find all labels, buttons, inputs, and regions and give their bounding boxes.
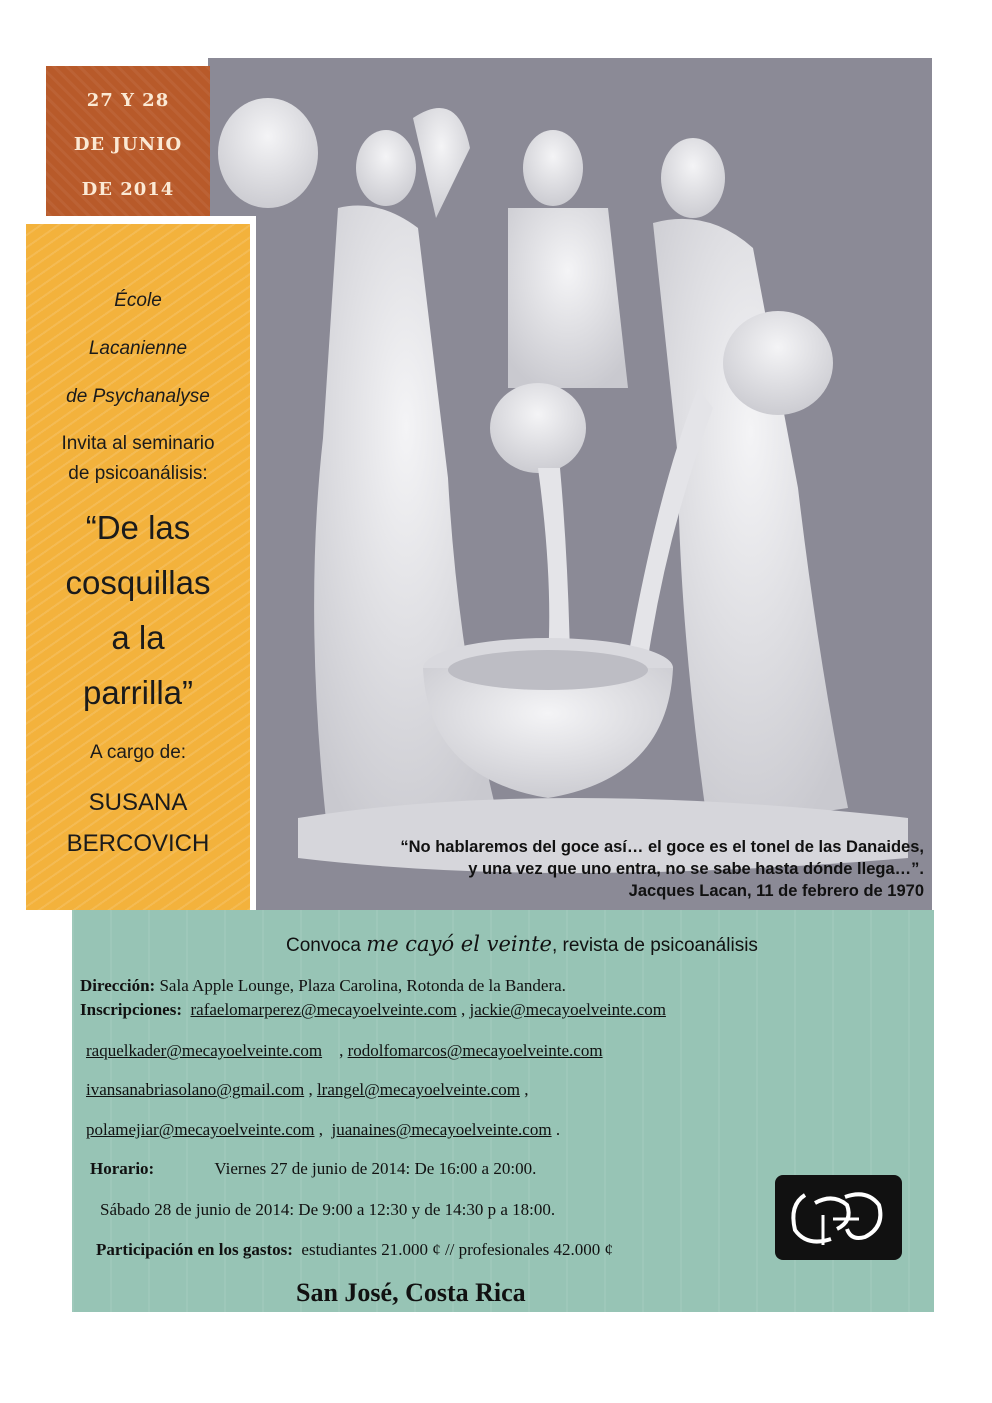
city-location: San José, Costa Rica xyxy=(296,1278,526,1307)
email-link[interactable]: juanaines@mecayoelveinte.com xyxy=(331,1120,552,1139)
date-line-1: 27 Y 28 xyxy=(86,90,170,111)
schedule-saturday: Sábado 28 de junio de 2014: De 9:00 a 12:30 y de 14:30 p a 18:00. xyxy=(100,1200,556,1219)
lacan-quote xyxy=(272,836,924,902)
fee-text: estudiantes 21.000 ¢ // profesionales 42.000 ¢ xyxy=(301,1240,614,1259)
speaker-name-line-2: BERCOVICH xyxy=(66,830,210,857)
logo-graphic xyxy=(775,1175,902,1260)
school-name-line-1: École xyxy=(114,290,162,311)
address-line xyxy=(80,976,566,996)
email-link[interactable]: raquelkader@mecayoelveinte.com xyxy=(86,1041,323,1060)
school-name-line-2: Lacanienne xyxy=(88,338,188,359)
quote-line-1: “No hablaremos del goce así… el goce es el tonel de las Danaides, xyxy=(400,838,924,856)
statue-illustration xyxy=(208,58,932,910)
email-link[interactable]: rodolfomarcos@mecayoelveinte.com xyxy=(347,1041,603,1060)
seminar-title-line-1: “De las xyxy=(85,509,191,546)
convoca-prefix: Convoca xyxy=(286,935,361,956)
quote-author: Jacques Lacan, 11 de febrero de 1970 xyxy=(628,882,924,900)
statue-photo xyxy=(208,58,932,910)
date-line-3: DE 2014 xyxy=(81,179,175,200)
address-label: Dirección: xyxy=(80,976,156,995)
speaker-name-line-1: SUSANA xyxy=(88,789,188,816)
event-details-panel xyxy=(72,910,934,1312)
email-link[interactable]: ivansanabriasolano@gmail.com xyxy=(86,1080,305,1099)
email-row-3: ivansanabriasolano@gmail.com , lrangel@mecayoelveinte.com , xyxy=(86,1080,529,1099)
journal-logo xyxy=(775,1175,902,1260)
seminar-title-line-3: a la xyxy=(111,619,165,656)
fee-line xyxy=(96,1240,613,1260)
seminar-info-background xyxy=(26,224,250,910)
speaker-label: A cargo de: xyxy=(89,742,187,763)
email-link[interactable]: rafaelomarperez@mecayoelveinte.com xyxy=(190,1000,457,1019)
email-link[interactable]: polamejiar@mecayoelveinte.com xyxy=(86,1120,315,1139)
schedule-friday-line xyxy=(90,1159,536,1179)
fee-label: Participación en los gastos: xyxy=(96,1240,293,1259)
seminar-title-line-2: cosquillas xyxy=(65,564,211,601)
journal-name: me cayó el veinte xyxy=(366,932,552,956)
convoca-line xyxy=(286,932,758,957)
quote-line-2: y una vez que uno entra, no se sabe hasta dónde llega…”. xyxy=(468,860,924,878)
schedule-label: Horario: xyxy=(90,1159,155,1178)
invite-line-2: de psicoanálisis: xyxy=(68,463,208,484)
email-row-4: polamejiar@mecayoelveinte.com , juanaines@mecayoelveinte.com . xyxy=(86,1120,561,1139)
date-box xyxy=(46,66,210,226)
seminar-info-panel xyxy=(22,216,256,916)
email-link[interactable]: jackie@mecayoelveinte.com xyxy=(469,1000,666,1019)
date-line-2: DE JUNIO xyxy=(73,134,183,155)
registration-line: Inscripciones: rafaelomarperez@mecayoelveinte.com , jackie@mecayoelveinte.com xyxy=(80,1000,666,1019)
registration-label: Inscripciones: xyxy=(80,1000,182,1019)
email-row-2: raquelkader@mecayoelveinte.com , rodolfomarcos@mecayoelveinte.com xyxy=(86,1041,603,1060)
address-text: Sala Apple Lounge, Plaza Carolina, Rotonda de la Bandera. xyxy=(159,976,566,995)
schedule-friday: Viernes 27 de junio de 2014: De 16:00 a 20:00. xyxy=(214,1159,537,1178)
invite-line-1: Invita al seminario xyxy=(61,433,215,454)
school-name-line-3: de Psychanalyse xyxy=(66,386,210,407)
seminar-title-line-4: parrilla” xyxy=(82,674,194,711)
convoca-suffix: , revista de psicoanálisis xyxy=(551,935,758,956)
email-link[interactable]: lrangel@mecayoelveinte.com xyxy=(316,1080,520,1099)
